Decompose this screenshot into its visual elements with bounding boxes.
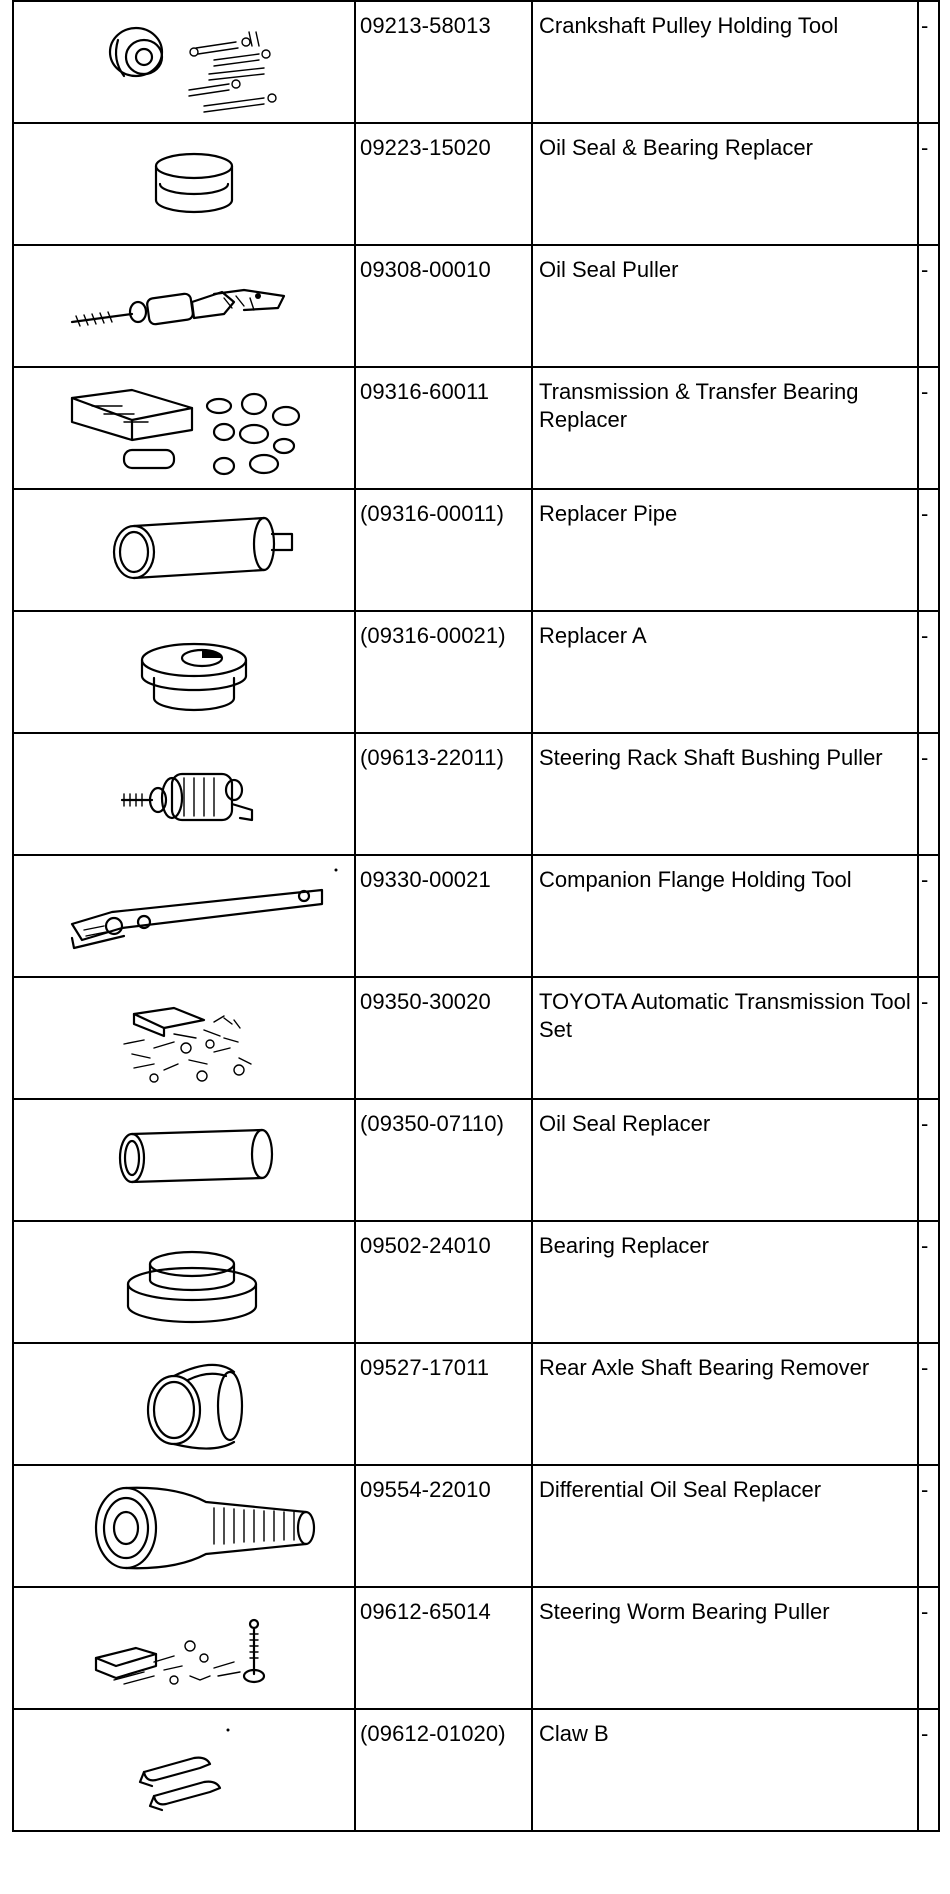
note: - — [921, 501, 929, 526]
table-row — [13, 855, 939, 977]
tool-name-cell — [532, 1, 918, 123]
crankshaft-pulley-holding-tool-drawing — [14, 2, 354, 122]
replacer-pipe-drawing — [14, 490, 354, 610]
part-number: 09350-30020 — [360, 989, 491, 1014]
tool-name: Transmission & Transfer Bearing Replacer — [539, 379, 859, 432]
tool-name-cell — [532, 1221, 918, 1343]
part-number-cell — [355, 1221, 532, 1343]
note-cell — [918, 245, 939, 367]
tool-name: Differential Oil Seal Replacer — [539, 1477, 822, 1502]
part-number-cell — [355, 367, 532, 489]
tool-illustration — [13, 245, 355, 367]
tool-name: Crankshaft Pulley Holding Tool — [539, 13, 839, 38]
note-cell — [918, 489, 939, 611]
part-number-cell — [355, 1343, 532, 1465]
tool-name-cell — [532, 367, 918, 489]
table-row — [13, 1, 939, 123]
part-number-cell — [355, 1709, 532, 1831]
tool-illustration — [13, 611, 355, 733]
part-number-cell — [355, 855, 532, 977]
tool-illustration — [13, 1587, 355, 1709]
part-number-cell — [355, 123, 532, 245]
table-row — [13, 367, 939, 489]
table-row — [13, 1221, 939, 1343]
part-number: 09213-58013 — [360, 13, 491, 38]
tool-name-cell — [532, 611, 918, 733]
tool-name-cell — [532, 733, 918, 855]
tool-name: Oil Seal & Bearing Replacer — [539, 135, 813, 160]
table-row — [13, 1587, 939, 1709]
tool-name: Claw B — [539, 1721, 609, 1746]
tool-name-cell — [532, 1343, 918, 1465]
tool-illustration — [13, 1221, 355, 1343]
tool-illustration — [13, 977, 355, 1099]
note: - — [921, 257, 929, 282]
part-number-cell — [355, 1, 532, 123]
note-cell — [918, 1, 939, 123]
tool-name: Steering Worm Bearing Puller — [539, 1599, 830, 1624]
note: - — [921, 13, 929, 38]
table-row — [13, 1099, 939, 1221]
note-cell — [918, 1587, 939, 1709]
note: - — [921, 623, 929, 648]
note-cell — [918, 1221, 939, 1343]
note: - — [921, 1355, 929, 1380]
tool-name-cell — [532, 855, 918, 977]
tool-name-cell — [532, 489, 918, 611]
note: - — [921, 1111, 929, 1136]
note: - — [921, 1477, 929, 1502]
note: - — [921, 745, 929, 770]
tool-name-cell — [532, 1465, 918, 1587]
note-cell — [918, 123, 939, 245]
part-number: (09316-00011) — [360, 501, 504, 526]
note-cell — [918, 1709, 939, 1831]
replacer-a-drawing — [14, 612, 354, 732]
tool-name: Rear Axle Shaft Bearing Remover — [539, 1355, 870, 1380]
transmission-tool-set-drawing — [14, 978, 354, 1098]
part-number-cell — [355, 1587, 532, 1709]
table-row — [13, 245, 939, 367]
bushing-puller-drawing — [14, 734, 354, 854]
note-cell — [918, 1343, 939, 1465]
note-cell — [918, 733, 939, 855]
tool-name-cell — [532, 1709, 918, 1831]
note: - — [921, 989, 929, 1014]
oil-seal-puller-drawing — [14, 246, 354, 366]
tool-illustration — [13, 1343, 355, 1465]
part-number-cell — [355, 489, 532, 611]
part-number-cell — [355, 1099, 532, 1221]
note-cell — [918, 977, 939, 1099]
part-number: 09502-24010 — [360, 1233, 491, 1258]
table-row — [13, 611, 939, 733]
note: - — [921, 1599, 929, 1624]
tool-name: Replacer Pipe — [539, 501, 678, 526]
bearing-replacer-drawing — [14, 1222, 354, 1342]
part-number: 09308-00010 — [360, 257, 491, 282]
tool-illustration — [13, 1, 355, 123]
part-number: (09612-01020) — [360, 1721, 506, 1746]
tool-illustration — [13, 1709, 355, 1831]
table-row — [13, 977, 939, 1099]
note-cell — [918, 1099, 939, 1221]
part-number-cell — [355, 1465, 532, 1587]
part-number: 09330-00021 — [360, 867, 491, 892]
note-cell — [918, 611, 939, 733]
part-number-cell — [355, 977, 532, 1099]
part-number: 09612-65014 — [360, 1599, 491, 1624]
part-number: 09527-17011 — [360, 1355, 490, 1380]
note: - — [921, 1721, 929, 1746]
tool-name: Companion Flange Holding Tool — [539, 867, 852, 892]
bearing-remover-drawing — [14, 1344, 354, 1464]
table-row — [13, 123, 939, 245]
tool-name-cell — [532, 123, 918, 245]
differential-oil-seal-replacer-drawing — [14, 1466, 354, 1586]
tool-name: Bearing Replacer — [539, 1233, 709, 1258]
tool-name-cell — [532, 245, 918, 367]
table-row — [13, 1709, 939, 1831]
part-number: (09350-07110) — [360, 1111, 504, 1136]
tool-illustration — [13, 123, 355, 245]
bearing-replacer-set-drawing — [14, 368, 354, 488]
special-service-tools-table — [12, 0, 940, 1832]
tool-name-cell — [532, 1587, 918, 1709]
note: - — [921, 1233, 929, 1258]
tool-name-cell — [532, 977, 918, 1099]
claw-b-drawing — [14, 1710, 354, 1830]
tool-table-page — [12, 0, 938, 1881]
tool-illustration — [13, 855, 355, 977]
tool-name-cell — [532, 1099, 918, 1221]
table-row — [13, 489, 939, 611]
tool-illustration — [13, 1465, 355, 1587]
note: - — [921, 379, 929, 404]
tool-name: Oil Seal Replacer — [539, 1111, 711, 1136]
part-number-cell — [355, 611, 532, 733]
table-row — [13, 1343, 939, 1465]
tool-illustration — [13, 489, 355, 611]
tool-name: Replacer A — [539, 623, 647, 648]
part-number: (09613-22011) — [360, 745, 504, 770]
tool-illustration — [13, 1099, 355, 1221]
note: - — [921, 135, 929, 160]
tool-name: Oil Seal Puller — [539, 257, 679, 282]
note-cell — [918, 1465, 939, 1587]
worm-bearing-puller-drawing — [14, 1588, 354, 1708]
part-number: (09316-00021) — [360, 623, 506, 648]
tool-name: Steering Rack Shaft Bushing Puller — [539, 745, 883, 770]
part-number-cell — [355, 733, 532, 855]
table-row — [13, 1465, 939, 1587]
oil-seal-bearing-replacer-drawing — [14, 124, 354, 244]
part-number: 09316-60011 — [360, 379, 490, 404]
companion-flange-holding-tool-drawing — [14, 856, 354, 976]
oil-seal-replacer-drawing — [14, 1100, 354, 1220]
part-number-cell — [355, 245, 532, 367]
part-number: 09554-22010 — [360, 1477, 491, 1502]
table-row — [13, 733, 939, 855]
part-number: 09223-15020 — [360, 135, 491, 160]
tool-illustration — [13, 733, 355, 855]
tool-name: TOYOTA Automatic Transmission Tool Set — [539, 989, 911, 1042]
note: - — [921, 867, 929, 892]
tool-illustration — [13, 367, 355, 489]
note-cell — [918, 855, 939, 977]
note-cell — [918, 367, 939, 489]
